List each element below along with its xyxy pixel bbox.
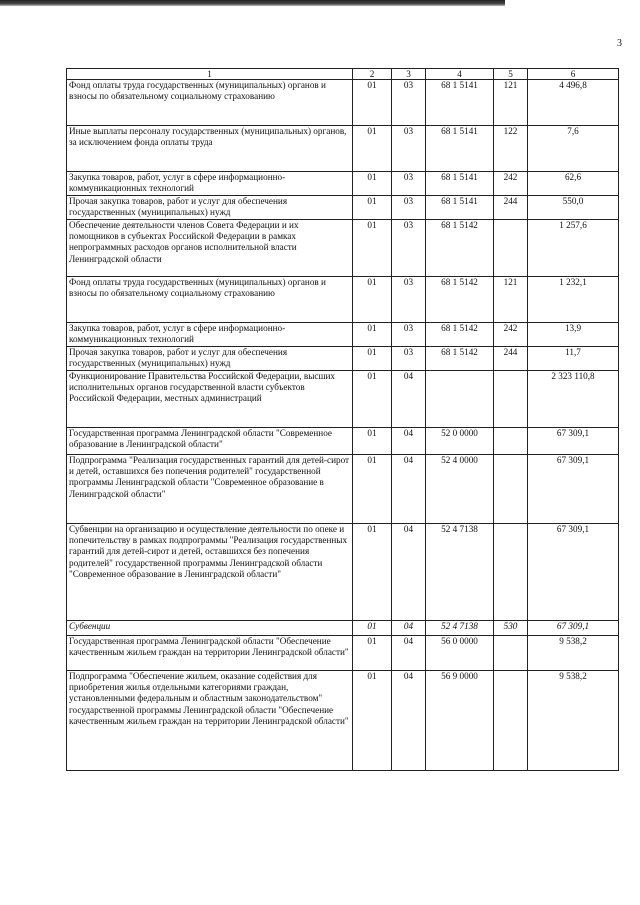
row-section-cell: 01 [353, 455, 392, 524]
row-section-cell: 01 [353, 428, 392, 455]
row-section-cell: 01 [353, 524, 392, 621]
row-subsection-cell: 03 [392, 277, 426, 323]
row-name-cell: Закупка товаров, работ, услуг в сфере информационно-коммуникационных технологий [67, 172, 353, 196]
header-cell: 6 [528, 69, 619, 80]
table-row [67, 196, 619, 220]
table-row [67, 455, 619, 524]
row-subsection-cell: 04 [392, 371, 426, 428]
row-expense-type-cell [494, 636, 528, 671]
row-amount-cell: 9 538,2 [528, 636, 619, 671]
table-row [67, 636, 619, 671]
table-row [67, 220, 619, 277]
row-name-cell: Прочая закупка товаров, работ и услуг для обеспечения государственных (муниципальных) нужд [67, 347, 353, 371]
header-cell: 1 [67, 69, 353, 80]
row-name-cell: Фонд оплаты труда государственных (муниципальных) органов и взносы по обязательному социальному страхованию [67, 80, 353, 126]
row-subsection-cell: 03 [392, 323, 426, 347]
row-target-article-cell: 68 1 5142 [426, 347, 494, 371]
table-row [67, 621, 619, 636]
row-name-cell: Фонд оплаты труда государственных (муниципальных) органов и взносы по обязательному социальному страхованию [67, 277, 353, 323]
table-row [67, 428, 619, 455]
table-row [67, 126, 619, 172]
row-section-cell: 01 [353, 671, 392, 771]
row-expense-type-cell [494, 524, 528, 621]
row-subsection-cell: 04 [392, 524, 426, 621]
row-amount-cell: 11,7 [528, 347, 619, 371]
table-row [67, 80, 619, 126]
row-amount-cell: 67 309,1 [528, 455, 619, 524]
row-expense-type-cell: 242 [494, 172, 528, 196]
row-name-cell: Функционирование Правительства Российской Федерации, высших исполнительных органов государственной власти субъектов Российской Федерации, местных администраций [67, 371, 353, 428]
row-amount-cell: 13,9 [528, 323, 619, 347]
table-row [67, 371, 619, 428]
row-expense-type-cell [494, 220, 528, 277]
row-expense-type-cell [494, 371, 528, 428]
row-subsection-cell: 04 [392, 671, 426, 771]
row-section-cell: 01 [353, 80, 392, 126]
row-section-cell: 01 [353, 126, 392, 172]
row-section-cell: 01 [353, 347, 392, 371]
row-section-cell: 01 [353, 172, 392, 196]
row-target-article-cell: 52 4 7138 [426, 621, 494, 636]
row-section-cell: 01 [353, 277, 392, 323]
row-subsection-cell: 03 [392, 126, 426, 172]
row-target-article-cell: 68 1 5142 [426, 277, 494, 323]
row-target-article-cell: 56 9 0000 [426, 671, 494, 771]
row-amount-cell: 7,6 [528, 126, 619, 172]
table-row [67, 671, 619, 771]
row-target-article-cell: 68 1 5142 [426, 220, 494, 277]
row-expense-type-cell: 122 [494, 126, 528, 172]
row-name-cell: Закупка товаров, работ, услуг в сфере информационно-коммуникационных технологий [67, 323, 353, 347]
row-target-article-cell [426, 371, 494, 428]
row-expense-type-cell: 244 [494, 196, 528, 220]
row-expense-type-cell [494, 671, 528, 771]
table-row [67, 524, 619, 621]
header-cell: 3 [392, 69, 426, 80]
row-amount-cell: 67 309,1 [528, 524, 619, 621]
header-cell: 5 [494, 69, 528, 80]
row-amount-cell: 1 257,6 [528, 220, 619, 277]
row-name-cell: Подпрограмма "Обеспечение жильем, оказание содействия для приобретения жилья отдельными категориями граждан, установленными федеральным и областным законодательством" государственной программы Ленинградской области "Обеспечение качественным жильем граждан на территории Ленинградской области" [67, 671, 353, 771]
row-subsection-cell: 03 [392, 172, 426, 196]
header-cell: 2 [353, 69, 392, 80]
row-amount-cell: 9 538,2 [528, 671, 619, 771]
row-section-cell: 01 [353, 220, 392, 277]
row-amount-cell: 1 232,1 [528, 277, 619, 323]
row-target-article-cell: 68 1 5141 [426, 172, 494, 196]
budget-table-body [67, 69, 619, 771]
row-target-article-cell: 52 4 7138 [426, 524, 494, 621]
budget-table [66, 68, 619, 771]
row-target-article-cell: 68 1 5142 [426, 323, 494, 347]
header-cell: 4 [426, 69, 494, 80]
row-amount-cell: 67 309,1 [528, 621, 619, 636]
row-amount-cell: 62,6 [528, 172, 619, 196]
row-name-cell: Субвенции [67, 621, 353, 636]
row-subsection-cell: 03 [392, 80, 426, 126]
row-target-article-cell: 52 4 0000 [426, 455, 494, 524]
scan-edge-bar [0, 0, 505, 6]
table-row [67, 323, 619, 347]
row-name-cell: Субвенции на организацию и осуществление деятельности по опеке и попечительству в рамках подпрограммы "Реализация государственных гарантий для детей-сирот и детей, оставшихся без попечения родителей" государственной программы Ленинградской области "Современное образование в Ленинградской области" [67, 524, 353, 621]
row-amount-cell: 4 496,8 [528, 80, 619, 126]
row-section-cell: 01 [353, 196, 392, 220]
row-amount-cell: 2 323 110,8 [528, 371, 619, 428]
row-name-cell: Прочая закупка товаров, работ и услуг для обеспечения государственных (муниципальных) нужд [67, 196, 353, 220]
row-target-article-cell: 68 1 5141 [426, 80, 494, 126]
table-row [67, 277, 619, 323]
row-expense-type-cell: 244 [494, 347, 528, 371]
row-name-cell: Государственная программа Ленинградской области "Современное образование в Ленинградской области" [67, 428, 353, 455]
row-expense-type-cell [494, 455, 528, 524]
row-subsection-cell: 03 [392, 347, 426, 371]
row-expense-type-cell: 530 [494, 621, 528, 636]
row-target-article-cell: 56 0 0000 [426, 636, 494, 671]
row-subsection-cell: 04 [392, 455, 426, 524]
row-expense-type-cell: 121 [494, 80, 528, 126]
row-expense-type-cell [494, 428, 528, 455]
row-name-cell: Подпрограмма "Реализация государственных гарантий для детей-сирот и детей, оставшихся без попечения родителей" государственной программы Ленинградской области "Современное образование в Ленинградской области" [67, 455, 353, 524]
row-expense-type-cell: 121 [494, 277, 528, 323]
page-number: 3 [617, 38, 622, 49]
row-name-cell: Государственная программа Ленинградской области "Обеспечение качественным жильем граждан на территории Ленинградской области" [67, 636, 353, 671]
table-row [67, 347, 619, 371]
row-section-cell: 01 [353, 371, 392, 428]
row-expense-type-cell: 242 [494, 323, 528, 347]
row-section-cell: 01 [353, 636, 392, 671]
row-name-cell: Обеспечение деятельности членов Совета Федерации и их помощников в субъектах Российской Федерации в рамках непрограммных расходов органов исполнительной власти Ленинградской области [67, 220, 353, 277]
row-subsection-cell: 04 [392, 428, 426, 455]
table-header-row [67, 69, 619, 80]
row-subsection-cell: 03 [392, 196, 426, 220]
table-row [67, 172, 619, 196]
row-subsection-cell: 04 [392, 621, 426, 636]
row-amount-cell: 550,0 [528, 196, 619, 220]
row-section-cell: 01 [353, 621, 392, 636]
row-section-cell: 01 [353, 323, 392, 347]
row-amount-cell: 67 309,1 [528, 428, 619, 455]
row-target-article-cell: 68 1 5141 [426, 126, 494, 172]
row-target-article-cell: 68 1 5141 [426, 196, 494, 220]
row-target-article-cell: 52 0 0000 [426, 428, 494, 455]
row-subsection-cell: 03 [392, 220, 426, 277]
row-name-cell: Иные выплаты персоналу государственных (муниципальных) органов, за исключением фонда оплаты труда [67, 126, 353, 172]
row-subsection-cell: 04 [392, 636, 426, 671]
